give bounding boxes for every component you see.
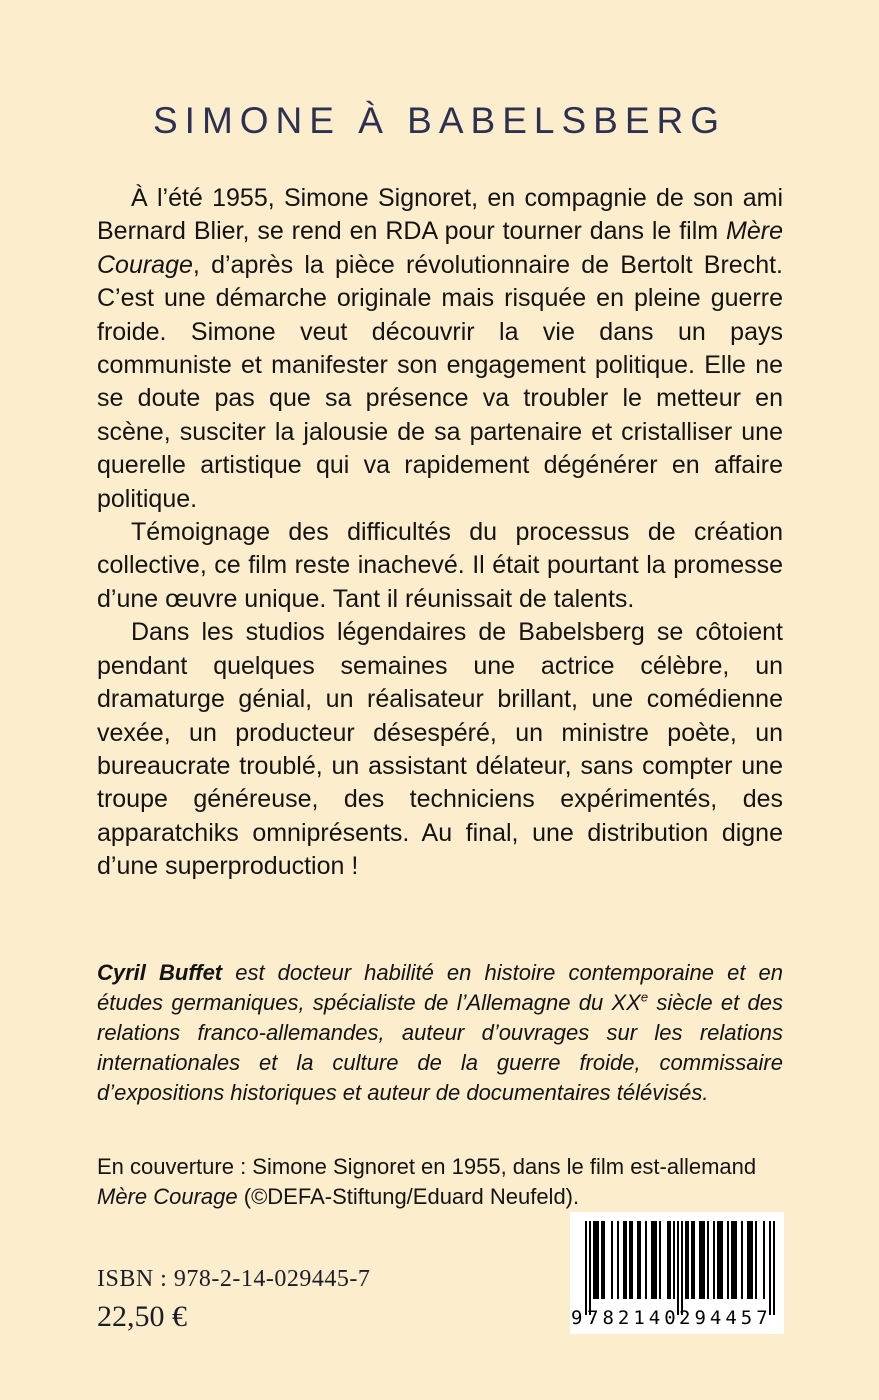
price-text: 22,50 € xyxy=(97,1300,187,1333)
synopsis-p1-text-b: , d’après la pièce révolutionnaire de Bertolt Brecht. C’est une démarche originale mais risquée en pleine guerre froide. Simone veut découvrir la vie dans un pays communiste et manifester son engagement politique. Elle ne se doute pas que sa présence va troubler le metteur en scène, susciter la jalousie de sa partenaire et cristalliser une querelle artistique qui va rapidement dégénérer en affaire politique. xyxy=(97,250,783,513)
barcode xyxy=(570,1212,784,1334)
film-title-italic: Mère Courage xyxy=(97,217,783,279)
book-title: SIMONE À BABELSBERG xyxy=(152,100,727,141)
century-superscript: e xyxy=(640,989,649,1005)
cover-credit-film-title: Mère Courage xyxy=(97,1184,238,1209)
cover-credit xyxy=(97,1152,783,1212)
synopsis-p1-text-a: À l’été 1955, Simone Signoret, en compagnie de son ami Bernard Blier, se rend en RDA pour tourner dans le film xyxy=(97,184,783,246)
synopsis xyxy=(97,182,783,884)
isbn-text: ISBN : 978-2-14-029445-7 xyxy=(97,1266,371,1292)
author-name: Cyril Buffet xyxy=(97,960,223,985)
author-bio xyxy=(97,958,783,1108)
barcode-digits-left: 782140 xyxy=(587,1307,680,1329)
barcode-digits xyxy=(570,1308,784,1328)
cover-credit-line-2 xyxy=(97,1182,783,1212)
synopsis-paragraph-3: Dans les studios légendaires de Babelsberg se côtoient pendant quelques semaines une actrice célèbre, un dramaturge génial, un réalisateur brillant, une comédienne vexée, un producteur désespéré, un ministre poète, un bureaucrate troublé, un assistant délateur, sans compter une troupe généreuse, des techniciens expérimentés, des apparatchiks omniprésents. Au final, une distribution digne d’une superproduction ! xyxy=(97,618,783,881)
synopsis-paragraph-2: Témoignage des difficultés du processus de création collective, ce film reste inachevé. Il était pourtant la promesse d’une œuvre unique. Tant il réunissait de talents. xyxy=(97,518,783,613)
cover-credit-line-1: En couverture : Simone Signoret en 1955, dans le film est-allemand xyxy=(97,1154,757,1179)
author-bio-text-b: siècle et des relations franco-allemandes, auteur d’ouvrages sur les relations internationales et la culture de la guerre froide, commissaire d’expositions historiques et auteur de documentaires télévisés. xyxy=(97,990,783,1105)
cover-credit-rights: (©DEFA-Stiftung/Eduard Neufeld). xyxy=(237,1184,580,1209)
author-bio-text-a: est docteur habilité en histoire contemporaine et en études germaniques, spécialiste de l’Allemagne du XX xyxy=(97,960,783,1015)
barcode-digits-right: 294457 xyxy=(679,1307,772,1329)
barcode-digit-lead: 9 xyxy=(571,1307,583,1329)
synopsis-paragraph-1 xyxy=(97,182,783,516)
